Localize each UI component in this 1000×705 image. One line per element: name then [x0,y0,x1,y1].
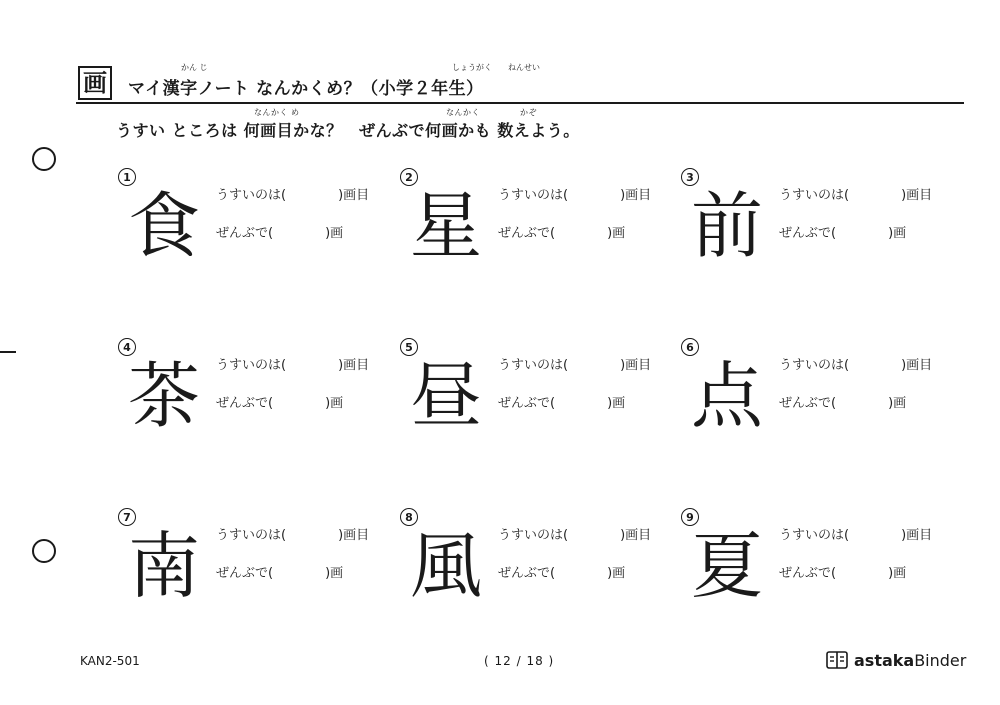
total-stroke-suffix: )画 [607,226,626,241]
total-stroke-label: ぜんぶで( [216,396,274,411]
kanji-character: 南 [128,524,201,608]
total-stroke-suffix: )画 [325,566,344,581]
faint-stroke-suffix: )画目 [620,358,652,373]
binder-hole-bottom [32,539,56,563]
total-stroke-answer[interactable] [498,222,625,241]
brand-name-bold: astaka [854,650,915,670]
kanji-character: 食 [128,184,201,268]
problem-9 [681,508,951,618]
title-icon: 画 [78,66,112,100]
worksheet-header [76,62,964,104]
problem-number: 2 [400,168,418,186]
binder-icon [826,650,848,670]
faint-stroke-answer[interactable] [216,184,369,203]
kanji-character: 茶 [128,354,201,438]
total-stroke-answer[interactable] [216,562,343,581]
problem-number: 8 [400,508,418,526]
faint-stroke-label: うすいのは( [498,188,569,203]
faint-stroke-answer[interactable] [779,354,932,373]
total-stroke-suffix: )画 [607,396,626,411]
faint-stroke-label: うすいのは( [498,358,569,373]
problem-7 [118,508,388,618]
ruby-nankaku: なんかく [446,108,480,117]
total-stroke-suffix: )画 [888,226,907,241]
faint-stroke-answer[interactable] [779,524,932,543]
total-stroke-label: ぜんぶで( [216,226,274,241]
problem-5 [400,338,670,448]
ruby-kanji: かん じ [181,63,208,72]
kanji-character: 風 [410,524,483,608]
faint-stroke-answer[interactable] [498,524,651,543]
total-stroke-label: ぜんぶで( [498,226,556,241]
total-stroke-answer[interactable] [216,222,343,241]
center-mark [0,351,16,353]
problem-number: 1 [118,168,136,186]
binder-hole-top [32,147,56,171]
faint-stroke-answer[interactable] [779,184,932,203]
total-stroke-suffix: )画 [888,396,907,411]
problem-number: 9 [681,508,699,526]
faint-stroke-label: うすいのは( [216,188,287,203]
problem-1 [118,168,388,278]
faint-stroke-label: うすいのは( [216,358,287,373]
total-stroke-label: ぜんぶで( [216,566,274,581]
problem-4 [118,338,388,448]
faint-stroke-suffix: )画目 [901,358,933,373]
brand-logo [826,650,966,670]
total-stroke-label: ぜんぶで( [779,396,837,411]
faint-stroke-label: うすいのは( [779,528,850,543]
total-stroke-answer[interactable] [779,222,906,241]
faint-stroke-suffix: )画目 [620,528,652,543]
kanji-character: 昼 [410,354,483,438]
page-number: ( 12 / 18 ) [484,654,555,668]
total-stroke-answer[interactable] [216,392,343,411]
problem-number: 6 [681,338,699,356]
faint-stroke-answer[interactable] [216,354,369,373]
total-stroke-answer[interactable] [498,392,625,411]
problem-6 [681,338,951,448]
problem-3 [681,168,951,278]
ruby-nankakume: なんかく め [254,108,300,117]
problem-number: 3 [681,168,699,186]
total-stroke-answer[interactable] [498,562,625,581]
total-stroke-suffix: )画 [325,396,344,411]
kanji-character: 夏 [691,524,764,608]
total-stroke-answer[interactable] [779,562,906,581]
kanji-character: 星 [410,184,483,268]
problem-8 [400,508,670,618]
brand-name-rest: Binder [914,650,967,670]
faint-stroke-answer[interactable] [498,354,651,373]
faint-stroke-answer[interactable] [216,524,369,543]
problem-number: 7 [118,508,136,526]
document-code: KAN2-501 [80,654,140,668]
ruby-kazo: かぞ [520,108,537,117]
total-stroke-suffix: )画 [607,566,626,581]
instruction-text: うすい ところは 何画目かな？ ぜんぶで何画かも 数えよう。 [116,121,580,140]
page-title: マイ漢字ノート なんかくめ？（小学２年生） [128,79,484,99]
total-stroke-answer[interactable] [779,392,906,411]
kanji-character: 点 [691,354,764,438]
problem-2 [400,168,670,278]
ruby-shougaku: しょうがく [452,63,492,72]
faint-stroke-suffix: )画目 [620,188,652,203]
problem-number: 4 [118,338,136,356]
faint-stroke-label: うすいのは( [779,188,850,203]
faint-stroke-suffix: )画目 [338,528,370,543]
total-stroke-label: ぜんぶで( [779,566,837,581]
faint-stroke-suffix: )画目 [901,528,933,543]
faint-stroke-label: うすいのは( [779,358,850,373]
kanji-character: 前 [691,184,764,268]
total-stroke-label: ぜんぶで( [498,566,556,581]
total-stroke-label: ぜんぶで( [498,396,556,411]
faint-stroke-answer[interactable] [498,184,651,203]
instruction [116,108,580,141]
total-stroke-label: ぜんぶで( [779,226,837,241]
faint-stroke-label: うすいのは( [498,528,569,543]
faint-stroke-suffix: )画目 [901,188,933,203]
faint-stroke-label: うすいのは( [216,528,287,543]
faint-stroke-suffix: )画目 [338,188,370,203]
ruby-nensei: ねんせい [508,63,540,72]
total-stroke-suffix: )画 [888,566,907,581]
problem-number: 5 [400,338,418,356]
total-stroke-suffix: )画 [325,226,344,241]
faint-stroke-suffix: )画目 [338,358,370,373]
